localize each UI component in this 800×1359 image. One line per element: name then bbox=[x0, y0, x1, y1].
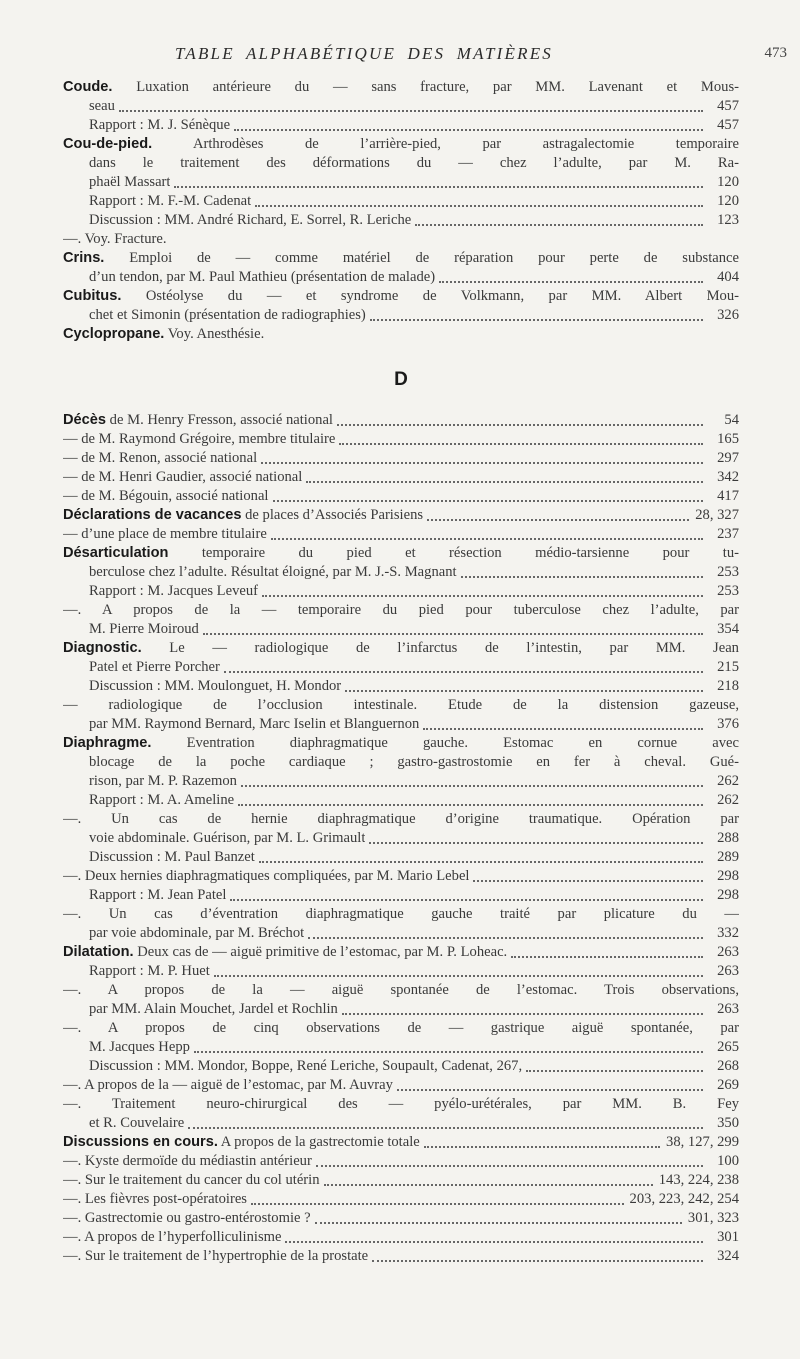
page-reference: 301, 323 bbox=[687, 1210, 739, 1226]
entry-description: Patel et Pierre Porcher bbox=[89, 659, 220, 675]
index-line bbox=[63, 97, 739, 116]
entry-keyword: Diaphragme. bbox=[63, 735, 152, 751]
leader-dots bbox=[526, 1070, 703, 1072]
entry-description: — de M. Raymond Grégoire, membre titulaire bbox=[63, 431, 336, 447]
entry-text bbox=[63, 287, 739, 306]
entry-description: seau bbox=[89, 98, 115, 114]
entry-keyword: Cyclopropane. bbox=[63, 326, 165, 342]
page-reference: 143, 224, 238 bbox=[658, 1172, 739, 1188]
entry-text bbox=[63, 449, 257, 468]
index-line bbox=[63, 563, 739, 582]
page-reference: 165 bbox=[717, 431, 739, 447]
entry-keyword: Dilatation. bbox=[63, 944, 134, 960]
entry-keyword: Discussions en cours. bbox=[63, 1134, 218, 1150]
index-line bbox=[63, 848, 739, 867]
entry-text bbox=[63, 78, 739, 97]
page-title: TABLE ALPHABÉTIQUE DES MATIÈRES bbox=[175, 44, 553, 63]
leader-dots bbox=[234, 129, 703, 131]
page-reference: 289 bbox=[717, 849, 739, 865]
leader-dots bbox=[271, 538, 703, 540]
index-line bbox=[63, 886, 739, 905]
leader-dots bbox=[424, 1146, 660, 1148]
page-reference: 298 bbox=[717, 887, 739, 903]
page-reference: 350 bbox=[717, 1115, 739, 1131]
entry-description: Rapport : M. J. Sénèque bbox=[89, 117, 231, 133]
entry-description: Ostéolyse du — et syndrome de Volkmann, par MM. Albert Mou- bbox=[145, 288, 739, 304]
index-line bbox=[63, 325, 739, 344]
page-reference: 268 bbox=[717, 1058, 739, 1074]
index-line bbox=[63, 810, 739, 829]
index-line bbox=[63, 135, 739, 154]
leader-dots bbox=[241, 785, 703, 787]
entry-text bbox=[63, 506, 423, 525]
leader-dots bbox=[273, 500, 704, 502]
entry-text bbox=[63, 544, 739, 563]
index-content bbox=[63, 78, 739, 1266]
entry-keyword: Cou-de-pied. bbox=[63, 136, 153, 152]
leader-dots bbox=[262, 595, 703, 597]
entry-text bbox=[89, 886, 226, 905]
index-line bbox=[63, 525, 739, 544]
page-reference: 263 bbox=[717, 1001, 739, 1017]
leader-dots bbox=[261, 462, 703, 464]
index-line bbox=[63, 116, 739, 135]
leader-dots bbox=[203, 633, 703, 635]
index-line bbox=[63, 753, 739, 772]
entry-description: par MM. Raymond Bernard, Marc Iselin et Blanguernon bbox=[89, 716, 420, 732]
page-reference: 263 bbox=[717, 944, 739, 960]
entry-text bbox=[89, 791, 234, 810]
entry-description: phaël Massart bbox=[89, 174, 171, 190]
entry-description: Arthrodèses de l’arrière-pied, par astragalectomie temporaire bbox=[192, 136, 739, 152]
index-line bbox=[63, 154, 739, 173]
index-line bbox=[63, 1190, 739, 1209]
page-reference: 253 bbox=[717, 583, 739, 599]
page-reference: 38, 127, 299 bbox=[666, 1134, 739, 1150]
entry-text bbox=[89, 192, 251, 211]
entry-keyword: Déclarations de vacances bbox=[63, 507, 242, 523]
leader-dots bbox=[315, 1222, 682, 1224]
page-reference: 288 bbox=[717, 830, 739, 846]
index-line bbox=[63, 1228, 739, 1247]
page-reference: 203, 223, 242, 254 bbox=[629, 1191, 739, 1207]
entry-text bbox=[63, 943, 507, 962]
entry-text bbox=[63, 981, 739, 1000]
entry-description: berculose chez l’adulte. Résultat éloigné, par M. J.-S. Magnant bbox=[89, 564, 457, 580]
entry-text bbox=[63, 1133, 420, 1152]
leader-dots bbox=[259, 861, 703, 863]
entry-text bbox=[63, 1247, 368, 1266]
index-line bbox=[63, 1171, 739, 1190]
entry-text bbox=[89, 658, 220, 677]
leader-dots bbox=[214, 975, 703, 977]
entry-description: de places d’Associés Parisiens bbox=[245, 507, 424, 523]
index-line bbox=[63, 1114, 739, 1133]
page-reference: 262 bbox=[717, 792, 739, 808]
entry-text bbox=[63, 430, 335, 449]
entry-text bbox=[89, 1000, 338, 1019]
leader-dots bbox=[473, 880, 703, 882]
entry-description: —. Kyste dermoïde du médiastin antérieur bbox=[63, 1153, 312, 1169]
entry-description: — radiologique de l’occlusion intestinale. Etude de la distension gazeuse, bbox=[63, 697, 739, 713]
entry-text bbox=[89, 1057, 522, 1076]
entry-text bbox=[63, 1095, 739, 1114]
entry-description: dans le traitement des déformations du — chez l’adulte, par M. Ra- bbox=[89, 155, 739, 171]
entry-keyword: Diagnostic. bbox=[63, 640, 142, 656]
entry-text bbox=[63, 1019, 739, 1038]
leader-dots bbox=[415, 224, 703, 226]
entry-description: blocage de la poche cardiaque ; gastro-gastrostomie en fer à cheval. Gué- bbox=[89, 754, 739, 770]
index-line bbox=[63, 544, 739, 563]
leader-dots bbox=[238, 804, 703, 806]
index-line bbox=[63, 658, 739, 677]
page-reference: 269 bbox=[717, 1077, 739, 1093]
index-line bbox=[63, 249, 739, 268]
index-line bbox=[63, 867, 739, 886]
entries-d bbox=[63, 411, 739, 1266]
leader-dots bbox=[345, 690, 703, 692]
entry-description: par MM. Alain Mouchet, Jardel et Rochlin bbox=[89, 1001, 338, 1017]
leader-dots bbox=[174, 186, 703, 188]
index-line bbox=[63, 1209, 739, 1228]
entry-text bbox=[89, 677, 341, 696]
index-line bbox=[63, 962, 739, 981]
index-line bbox=[63, 211, 739, 230]
entry-description: —. Traitement neuro-chirurgical des — pyélo-urétérales, par MM. B. Fey bbox=[63, 1096, 739, 1112]
leader-dots bbox=[285, 1241, 703, 1243]
entry-text bbox=[63, 325, 264, 344]
leader-dots bbox=[370, 319, 703, 321]
entry-keyword: Cubitus. bbox=[63, 288, 122, 304]
entry-text bbox=[89, 173, 170, 192]
entry-text bbox=[89, 582, 258, 601]
page-number: 473 bbox=[764, 45, 787, 61]
entry-text bbox=[89, 306, 366, 325]
page-reference: 332 bbox=[717, 925, 739, 941]
entry-description: —. A propos de la — temporaire du pied pour tuberculose chez l’adulte, par bbox=[63, 602, 739, 618]
entry-description: Emploi de — comme matériel de réparation pour perte de substance bbox=[129, 250, 739, 266]
index-line bbox=[63, 78, 739, 97]
entry-text bbox=[89, 563, 457, 582]
entry-description: Discussion : M. Paul Banzet bbox=[89, 849, 255, 865]
entry-description: Rapport : M. P. Huet bbox=[89, 963, 210, 979]
entry-keyword: Désarticulation bbox=[63, 545, 169, 561]
entry-keyword: Décès bbox=[63, 412, 107, 428]
entry-description: voie abdominale. Guérison, par M. L. Grimault bbox=[89, 830, 366, 846]
leader-dots bbox=[194, 1051, 703, 1053]
entry-text bbox=[63, 1171, 320, 1190]
entry-text bbox=[63, 249, 739, 268]
page-reference: 54 bbox=[724, 412, 739, 428]
entry-text bbox=[63, 230, 167, 249]
entry-description: Discussion : MM. André Richard, E. Sorrel, R. Leriche bbox=[89, 212, 412, 228]
entry-text bbox=[89, 962, 210, 981]
index-line bbox=[63, 1133, 739, 1152]
entry-text bbox=[89, 620, 199, 639]
page-reference: 253 bbox=[717, 564, 739, 580]
entry-text bbox=[89, 715, 419, 734]
page-reference: 218 bbox=[717, 678, 739, 694]
index-line bbox=[63, 981, 739, 1000]
entry-text bbox=[63, 411, 333, 430]
index-line bbox=[63, 829, 739, 848]
index-line bbox=[63, 506, 739, 525]
entry-text bbox=[89, 154, 739, 173]
entry-description: Deux cas de — aiguë primitive de l’estomac, par M. P. Loheac. bbox=[137, 944, 508, 960]
leader-dots bbox=[423, 728, 703, 730]
entry-text bbox=[63, 1228, 281, 1247]
leader-dots bbox=[397, 1089, 703, 1091]
leader-dots bbox=[224, 671, 703, 673]
entry-description: Eventration diaphragmatique gauche. Estomac en cornue avec bbox=[186, 735, 739, 751]
entry-text bbox=[63, 1209, 311, 1228]
leader-dots bbox=[339, 443, 703, 445]
index-line bbox=[63, 715, 739, 734]
page-reference: 324 bbox=[717, 1248, 739, 1264]
leader-dots bbox=[306, 481, 703, 483]
leader-dots bbox=[308, 937, 703, 939]
index-line bbox=[63, 192, 739, 211]
page-reference: 120 bbox=[717, 193, 739, 209]
index-line bbox=[63, 601, 739, 620]
entry-description: —. A propos de l’hyperfolliculinisme bbox=[63, 1229, 282, 1245]
entry-text bbox=[63, 525, 267, 544]
index-line bbox=[63, 620, 739, 639]
leader-dots bbox=[188, 1127, 703, 1129]
entry-description: rison, par M. P. Razemon bbox=[89, 773, 237, 789]
page-reference: 326 bbox=[717, 307, 739, 323]
index-line bbox=[63, 468, 739, 487]
entry-description: Rapport : M. Jacques Leveuf bbox=[89, 583, 258, 599]
index-line bbox=[63, 230, 739, 249]
leader-dots bbox=[427, 519, 689, 521]
entry-text bbox=[63, 639, 739, 658]
entry-description: —. Gastrectomie ou gastro-entérostomie ? bbox=[63, 1210, 311, 1226]
entry-description: M. Pierre Moiroud bbox=[89, 621, 199, 637]
page-reference: 265 bbox=[717, 1039, 739, 1055]
index-line bbox=[63, 582, 739, 601]
entry-text bbox=[89, 924, 304, 943]
page-reference: 237 bbox=[717, 526, 739, 542]
index-line bbox=[63, 1057, 739, 1076]
entry-description: —. A propos de la — aiguë spontanée de l’estomac. Trois observations, bbox=[63, 982, 739, 998]
entry-description: Rapport : M. F.-M. Cadenat bbox=[89, 193, 252, 209]
entry-text bbox=[89, 268, 435, 287]
leader-dots bbox=[251, 1203, 624, 1205]
leader-dots bbox=[342, 1013, 703, 1015]
entry-description: Le — radiologique de l’infarctus de l’intestin, par MM. Jean bbox=[169, 640, 739, 656]
entry-text bbox=[89, 753, 739, 772]
page-reference: 120 bbox=[717, 174, 739, 190]
entry-description: A propos de la gastrectomie totale bbox=[220, 1134, 420, 1150]
index-line bbox=[63, 430, 739, 449]
page-reference: 298 bbox=[717, 868, 739, 884]
entry-description: —. Sur le traitement de l’hypertrophie de la prostate bbox=[63, 1248, 369, 1264]
entry-text bbox=[89, 116, 230, 135]
page-reference: 28, 327 bbox=[695, 507, 739, 523]
leader-dots bbox=[439, 281, 703, 283]
entry-description: — de M. Renon, associé national bbox=[63, 450, 258, 466]
index-line bbox=[63, 696, 739, 715]
index-line bbox=[63, 1247, 739, 1266]
leader-dots bbox=[119, 110, 703, 112]
index-line bbox=[63, 791, 739, 810]
index-line bbox=[63, 268, 739, 287]
leader-dots bbox=[372, 1260, 703, 1262]
index-line bbox=[63, 306, 739, 325]
entry-text bbox=[63, 1190, 247, 1209]
index-line bbox=[63, 924, 739, 943]
entry-description: temporaire du pied et résection médio-tarsienne pour tu- bbox=[201, 545, 739, 561]
page-reference: 100 bbox=[717, 1153, 739, 1169]
leader-dots bbox=[230, 899, 703, 901]
page-reference: 262 bbox=[717, 773, 739, 789]
entry-text bbox=[89, 1114, 184, 1133]
index-line bbox=[63, 734, 739, 753]
entry-description: Rapport : M. A. Ameline bbox=[89, 792, 235, 808]
leader-dots bbox=[324, 1184, 653, 1186]
entry-description: et R. Couvelaire bbox=[89, 1115, 185, 1131]
index-line bbox=[63, 1000, 739, 1019]
index-line bbox=[63, 772, 739, 791]
entry-text bbox=[89, 848, 255, 867]
entry-description: de M. Henry Fresson, associé national bbox=[109, 412, 333, 428]
entry-text bbox=[89, 772, 237, 791]
page-reference: 215 bbox=[717, 659, 739, 675]
index-line bbox=[63, 1019, 739, 1038]
entry-description: M. Jacques Hepp bbox=[89, 1039, 190, 1055]
page-reference: 376 bbox=[717, 716, 739, 732]
page-reference: 404 bbox=[717, 269, 739, 285]
entry-text bbox=[89, 829, 365, 848]
entry-text bbox=[63, 487, 269, 506]
entry-description: — de M. Henri Gaudier, associé national bbox=[63, 469, 303, 485]
leader-dots bbox=[337, 424, 703, 426]
entry-description: Discussion : MM. Moulonguet, H. Mondor bbox=[89, 678, 342, 694]
entry-text bbox=[63, 135, 739, 154]
entry-text bbox=[63, 905, 739, 924]
index-line bbox=[63, 639, 739, 658]
leader-dots bbox=[369, 842, 703, 844]
page-reference: 417 bbox=[717, 488, 739, 504]
entry-description: —. Deux hernies diaphragmatiques compliquées, par M. Mario Lebel bbox=[63, 868, 470, 884]
page-reference: 354 bbox=[717, 621, 739, 637]
section-letter: D bbox=[394, 369, 408, 390]
index-line bbox=[63, 173, 739, 192]
page-reference: 301 bbox=[717, 1229, 739, 1245]
index-line bbox=[63, 411, 739, 430]
index-line bbox=[63, 1152, 739, 1171]
entry-keyword: Coude. bbox=[63, 79, 113, 95]
entry-description: Discussion : MM. Mondor, Boppe, René Leriche, Soupault, Cadenat, 267, bbox=[89, 1058, 523, 1074]
leader-dots bbox=[255, 205, 703, 207]
index-line bbox=[63, 943, 739, 962]
entry-text bbox=[89, 97, 115, 116]
index-line bbox=[63, 449, 739, 468]
page-reference: 123 bbox=[717, 212, 739, 228]
page-reference: 342 bbox=[717, 469, 739, 485]
entry-description: —. Un cas de hernie diaphragmatique d’origine traumatique. Opération par bbox=[63, 811, 739, 827]
entry-text bbox=[89, 1038, 190, 1057]
entry-description: d’un tendon, par M. Paul Mathieu (présentation de malade) bbox=[89, 269, 436, 285]
entry-description: Voy. Anesthésie. bbox=[167, 326, 265, 342]
page-reference: 263 bbox=[717, 963, 739, 979]
entry-description: —. A propos de la — aiguë de l’estomac, par M. Auvray bbox=[63, 1077, 393, 1093]
entry-description: chet et Simonin (présentation de radiographies) bbox=[89, 307, 366, 323]
entry-description: — d’une place de membre titulaire bbox=[63, 526, 267, 542]
index-line bbox=[63, 905, 739, 924]
entry-text bbox=[63, 696, 739, 715]
entry-description: —. Un cas d’éventration diaphragmatique gauche traité par plicature du — bbox=[63, 906, 739, 922]
index-line bbox=[63, 1038, 739, 1057]
entry-description: —. Voy. Fracture. bbox=[63, 231, 167, 247]
entry-description: — de M. Bégouin, associé national bbox=[63, 488, 269, 504]
index-line bbox=[63, 1095, 739, 1114]
entry-text bbox=[63, 468, 302, 487]
leader-dots bbox=[511, 956, 703, 958]
entry-text bbox=[63, 867, 469, 886]
entries-c bbox=[63, 78, 739, 344]
entry-description: —. Les fièvres post-opératoires bbox=[63, 1191, 247, 1207]
entry-description: —. A propos de cinq observations de — gastrique aiguë spontanée, par bbox=[63, 1020, 739, 1036]
entry-description: Rapport : M. Jean Patel bbox=[89, 887, 227, 903]
index-line bbox=[63, 287, 739, 306]
index-line bbox=[63, 677, 739, 696]
index-line bbox=[63, 487, 739, 506]
entry-text bbox=[63, 1076, 393, 1095]
entry-text bbox=[63, 1152, 312, 1171]
entry-text bbox=[89, 211, 411, 230]
running-header bbox=[0, 44, 800, 68]
entry-description: Luxation antérieure du — sans fracture, par MM. Lavenant et Mous- bbox=[136, 79, 739, 95]
leader-dots bbox=[316, 1165, 703, 1167]
page-reference: 297 bbox=[717, 450, 739, 466]
entry-text bbox=[63, 810, 739, 829]
leader-dots bbox=[461, 576, 703, 578]
entry-keyword: Crins. bbox=[63, 250, 105, 266]
index-line bbox=[63, 1076, 739, 1095]
page-reference: 457 bbox=[717, 98, 739, 114]
entry-description: par voie abdominale, par M. Bréchot bbox=[89, 925, 305, 941]
entry-text bbox=[63, 734, 739, 753]
page-reference: 457 bbox=[717, 117, 739, 133]
entry-description: —. Sur le traitement du cancer du col utérin bbox=[63, 1172, 320, 1188]
entry-text bbox=[63, 601, 739, 620]
